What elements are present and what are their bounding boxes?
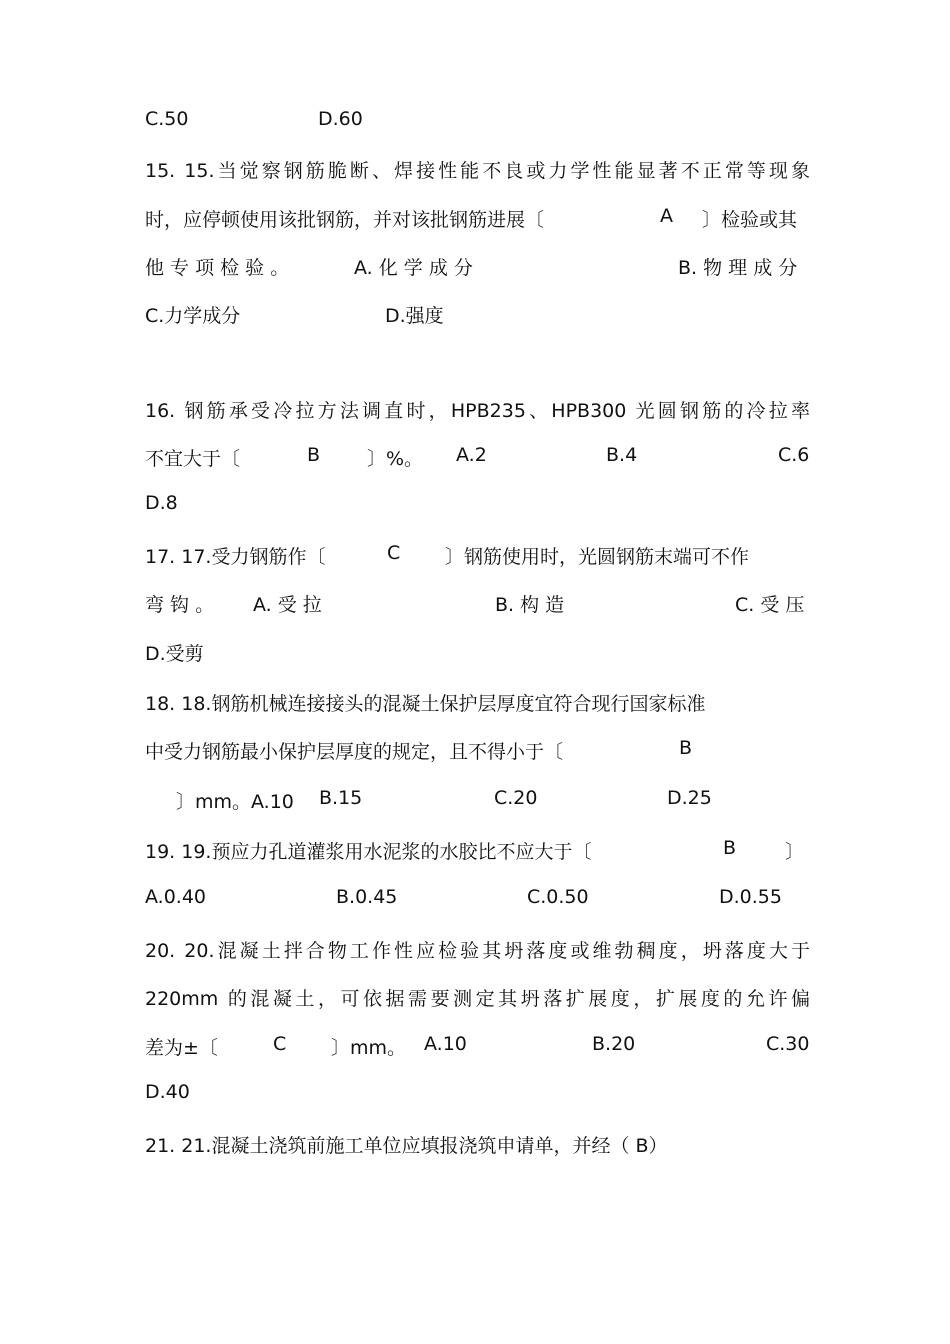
q20-option-c: C.30	[766, 1033, 810, 1055]
q19-line-1	[145, 837, 810, 865]
q16-text-tail: 〕%。	[367, 448, 424, 470]
q20-text-tail: 〕mm。	[331, 1037, 407, 1059]
q15-text-end: 他 专 项 检 验 。	[145, 257, 290, 279]
q20-line-3	[145, 1033, 810, 1061]
q15-option-d: D.强度	[385, 305, 444, 327]
q17-option-d: D.受剪	[145, 643, 204, 665]
q18-option-c: C.20	[494, 787, 538, 809]
q19-text-tail: 〕	[785, 841, 805, 863]
q18-text: 中受力钢筋最小保护层厚度的规定，且不得小于〔	[145, 741, 564, 763]
q19-option-b: B.0.45	[336, 886, 398, 908]
q19-option-d: D.0.55	[719, 886, 782, 908]
q18-answer: B	[679, 737, 693, 759]
q16-line-2	[145, 444, 810, 472]
q20-text: 差为±〔	[145, 1037, 218, 1059]
q15-line-4	[145, 301, 810, 329]
q20-option-a: A.10	[424, 1033, 467, 1055]
q19-option-c: C.0.50	[527, 886, 589, 908]
q17-line-2	[145, 590, 810, 618]
q18-line-2	[145, 737, 810, 765]
q20-line-2: 220mm 的混凝土，可依据需要测定其坍落扩展度，扩展度的允许偏	[145, 988, 810, 1010]
q19-option-a: A.0.40	[145, 886, 207, 908]
q15-option-a: A. 化 学 成 分	[354, 257, 473, 279]
q15-option-c: C.力学成分	[145, 305, 241, 327]
q16-line-1: 16. 钢筋承受冷拉方法调直时，HPB235、HPB300 光圆钢筋的冷拉率	[145, 400, 810, 422]
q20-line-1: 20. 20.混凝土拌合物工作性应检验其坍落度或维勃稠度，坍落度大于	[145, 940, 810, 962]
q21-line-1: 21. 21.混凝土浇筑前施工单位应填报浇筑申请单，并经（ B）	[145, 1135, 668, 1157]
q15-line-3	[145, 253, 810, 281]
q20-option-d: D.40	[145, 1081, 190, 1103]
q17-line-1	[145, 542, 810, 570]
q17-text-end: 弯 钩 。	[145, 594, 215, 616]
q19-line-2	[145, 886, 810, 914]
q16-option-a: A.2	[456, 444, 487, 466]
q20-answer: C	[273, 1033, 287, 1055]
q16-option-c: C.6	[778, 444, 810, 466]
q14-option-d: D.60	[318, 108, 363, 130]
q20-line-4	[145, 1081, 810, 1109]
q19-answer: B	[723, 837, 737, 859]
q17-answer: C	[387, 542, 401, 564]
q20-option-b: B.20	[592, 1033, 636, 1055]
q16-answer: B	[307, 444, 321, 466]
q16-option-d: D.8	[145, 492, 178, 514]
q17-text: 17. 17.受力钢筋作〔	[145, 546, 326, 568]
q14-option-c: C.50	[145, 108, 189, 130]
q16-option-b: B.4	[606, 444, 638, 466]
q15-line-2	[145, 205, 810, 233]
q17-option-a: A. 受 拉	[253, 594, 322, 616]
q19-text: 19. 19.预应力孔道灌浆用水泥浆的水胶比不应大于〔	[145, 841, 592, 863]
q16-text: 不宜大于〔	[145, 448, 241, 470]
q17-option-c: C. 受 压	[735, 594, 805, 616]
q17-option-b: B. 构 造	[495, 594, 565, 616]
q18-option-d: D.25	[667, 787, 712, 809]
q15-line-1: 15. 15.当觉察钢筋脆断、焊接性能不良或力学性能显著不正常等现象	[145, 160, 810, 182]
q18-line-1: 18. 18.钢筋机械连接接头的混凝土保护层厚度宜符合现行国家标准	[145, 693, 706, 715]
q18-option-a: 〕mm。A.10	[176, 791, 294, 813]
q14-options-line	[145, 108, 810, 136]
q17-text-tail: 〕钢筋使用时，光圆钢筋末端可不作	[445, 546, 750, 568]
q18-option-b: B.15	[319, 787, 363, 809]
q15-option-b: B. 物 理 成 分	[678, 257, 798, 279]
q15-answer: A	[660, 205, 673, 227]
q17-line-3	[145, 639, 810, 667]
q15-text: 时，应停顿使用该批钢筋，并对该批钢筋进展〔	[145, 209, 545, 231]
q18-line-3	[145, 787, 810, 815]
q16-line-3	[145, 492, 810, 520]
q15-text-tail: 〕检验或其	[702, 209, 798, 231]
